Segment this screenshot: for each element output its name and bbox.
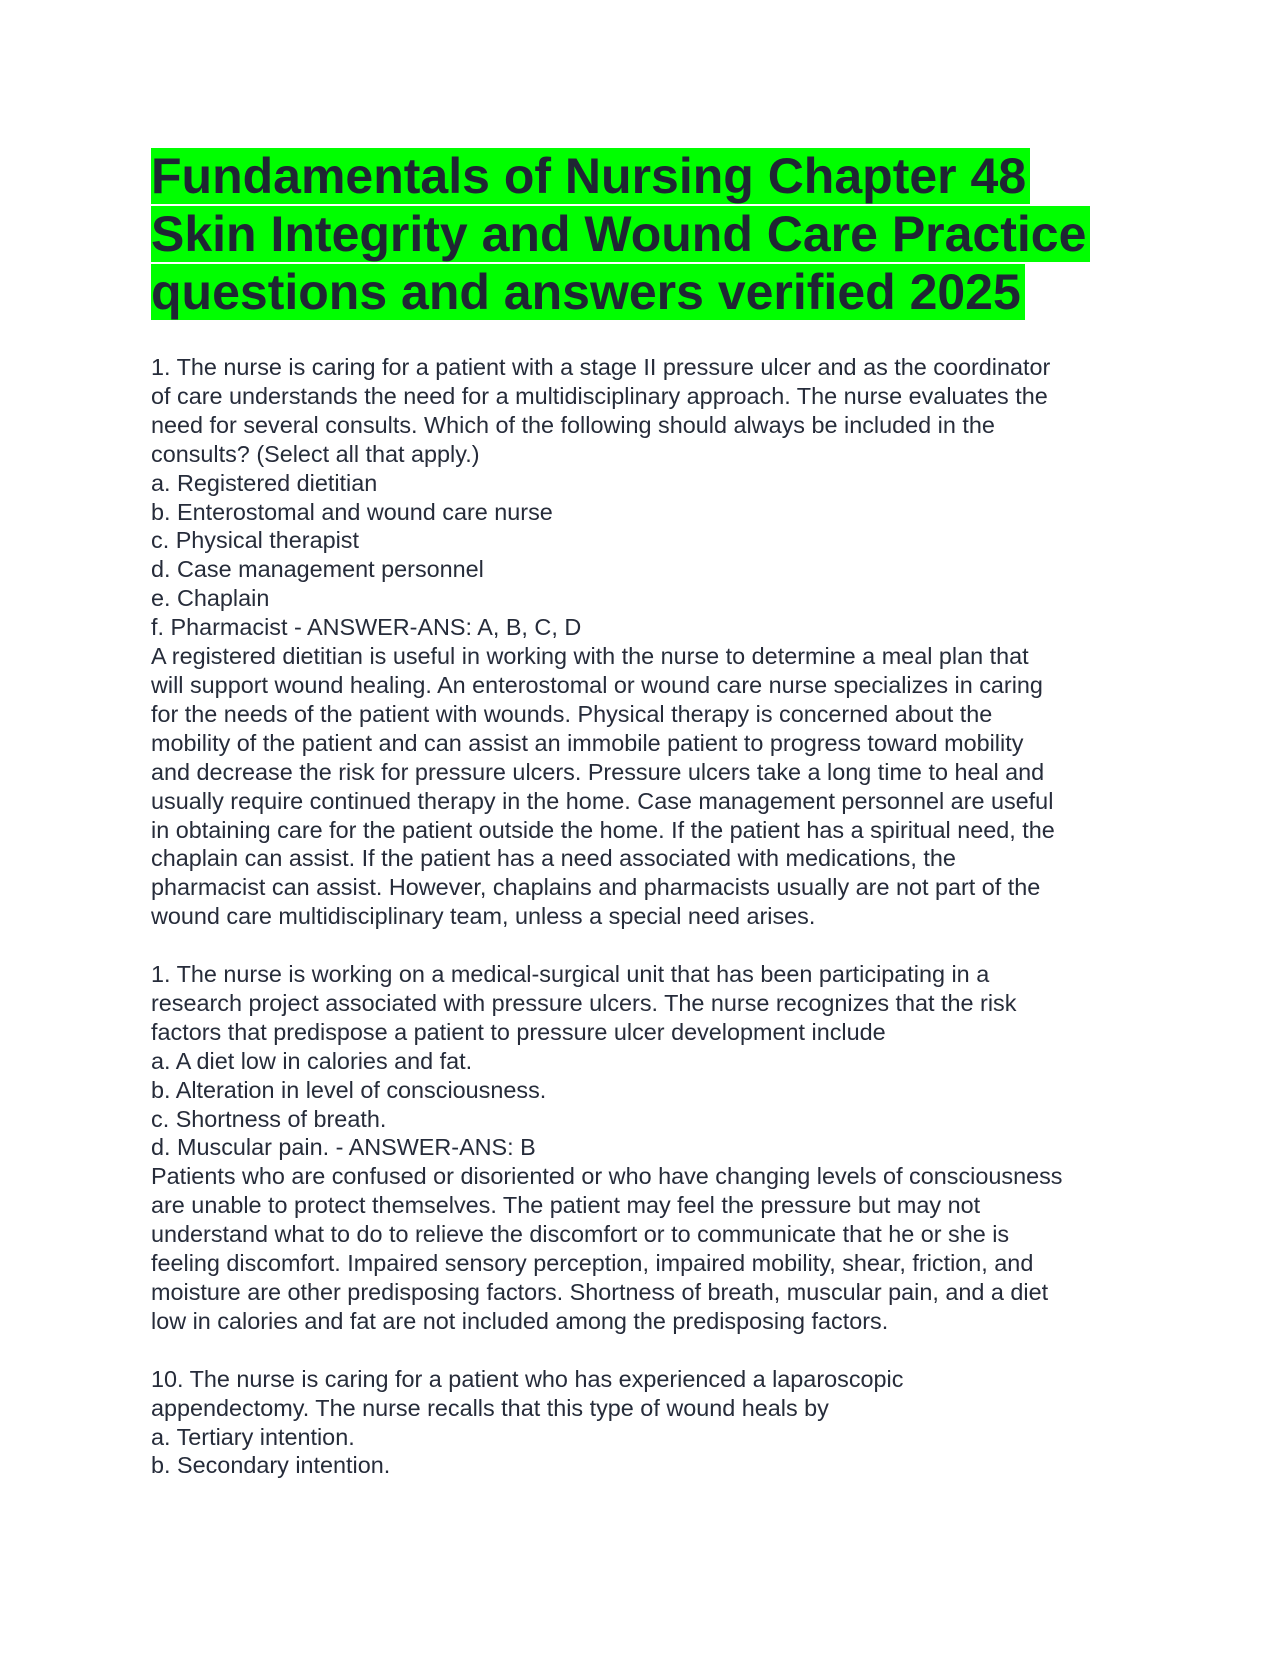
text-line: e. Chaplain [151, 585, 270, 612]
text-line: research project associated with pressure ulcers. The nurse recognizes that the risk [151, 989, 1017, 1016]
text-line: are unable to protect themselves. The patient may feel the pressure but may not [151, 1192, 981, 1219]
text-line: c. Physical therapist [151, 527, 360, 554]
question-block [151, 353, 1151, 931]
text-line: mobility of the patient and can assist an immobile patient to progress toward mobility [151, 729, 1024, 756]
text-line: low in calories and fat are not included among the predisposing factors. [151, 1307, 889, 1334]
text-line: for the needs of the patient with wounds. Physical therapy is concerned about the [151, 700, 993, 727]
text-line: in obtaining care for the patient outside the home. If the patient has a spiritual need, the [151, 816, 1055, 843]
text-line: 1. The nurse is caring for a patient with a stage II pressure ulcer and as the coordinator [151, 354, 1051, 380]
text-line: f. Pharmacist - ANSWER-ANS: A, B, C, D [151, 614, 582, 641]
text-line: a. A diet low in calories and fat. [151, 1047, 473, 1074]
text-line: will support wound healing. An enterostomal or wound care nurse specializes in caring [151, 671, 1043, 698]
text-line: b. Secondary intention. [151, 1452, 391, 1479]
document-title [151, 147, 1151, 321]
text-line: c. Shortness of breath. [151, 1105, 387, 1132]
text-line: understand what to do to relieve the discomfort or to communicate that he or she is [151, 1221, 1010, 1248]
text-line: of care understands the need for a multidisciplinary approach. The nurse evaluates the [151, 382, 1048, 409]
title-line-3: questions and answers verified 2025 [151, 264, 1025, 320]
questions-body [151, 353, 1151, 1480]
text-line: factors that predispose a patient to pressure ulcer development include [151, 1018, 886, 1045]
title-line-1: Fundamentals of Nursing Chapter 48 [151, 148, 1030, 204]
text-line: d. Muscular pain. - ANSWER-ANS: B [151, 1134, 536, 1161]
text-line: consults? (Select all that apply.) [151, 440, 480, 467]
text-line: Patients who are confused or disoriented or who have changing levels of consciousness [151, 1163, 1063, 1190]
text-line: need for several consults. Which of the following should always be included in the [151, 411, 995, 438]
text-line: 1. The nurse is working on a medical-surgical unit that has been participating in a [151, 961, 990, 988]
text-line: appendectomy. The nurse recalls that this type of wound heals by [151, 1394, 829, 1421]
text-line: chaplain can assist. If the patient has a need associated with medications, the [151, 845, 956, 872]
title-line-2: Skin Integrity and Wound Care Practice [151, 206, 1090, 262]
text-line: b. Enterostomal and wound care nurse [151, 498, 553, 525]
text-line: A registered dietitian is useful in working with the nurse to determine a meal plan that [151, 643, 1029, 670]
text-line: a. Tertiary intention. [151, 1423, 355, 1450]
paragraph-gap [151, 1336, 1151, 1365]
text-line: b. Alteration in level of consciousness. [151, 1076, 547, 1103]
text-line: 10. The nurse is caring for a patient who has experienced a laparoscopic [151, 1365, 904, 1392]
text-line: and decrease the risk for pressure ulcers. Pressure ulcers take a long time to heal and [151, 758, 1045, 785]
text-line: feeling discomfort. Impaired sensory perception, impaired mobility, shear, friction, and [151, 1250, 1034, 1277]
text-line: d. Case management personnel [151, 556, 484, 583]
question-block [151, 960, 1151, 1336]
text-line: moisture are other predisposing factors. Shortness of breath, muscular pain, and a diet [151, 1278, 1049, 1305]
text-line: wound care multidisciplinary team, unless a special need arises. [151, 903, 816, 930]
question-block [151, 1365, 1151, 1481]
text-line: pharmacist can assist. However, chaplains and pharmacists usually are not part of the [151, 874, 1041, 901]
text-line: a. Registered dietitian [151, 469, 378, 496]
paragraph-gap [151, 931, 1151, 960]
text-line: usually require continued therapy in the home. Case management personnel are useful [151, 787, 1054, 814]
